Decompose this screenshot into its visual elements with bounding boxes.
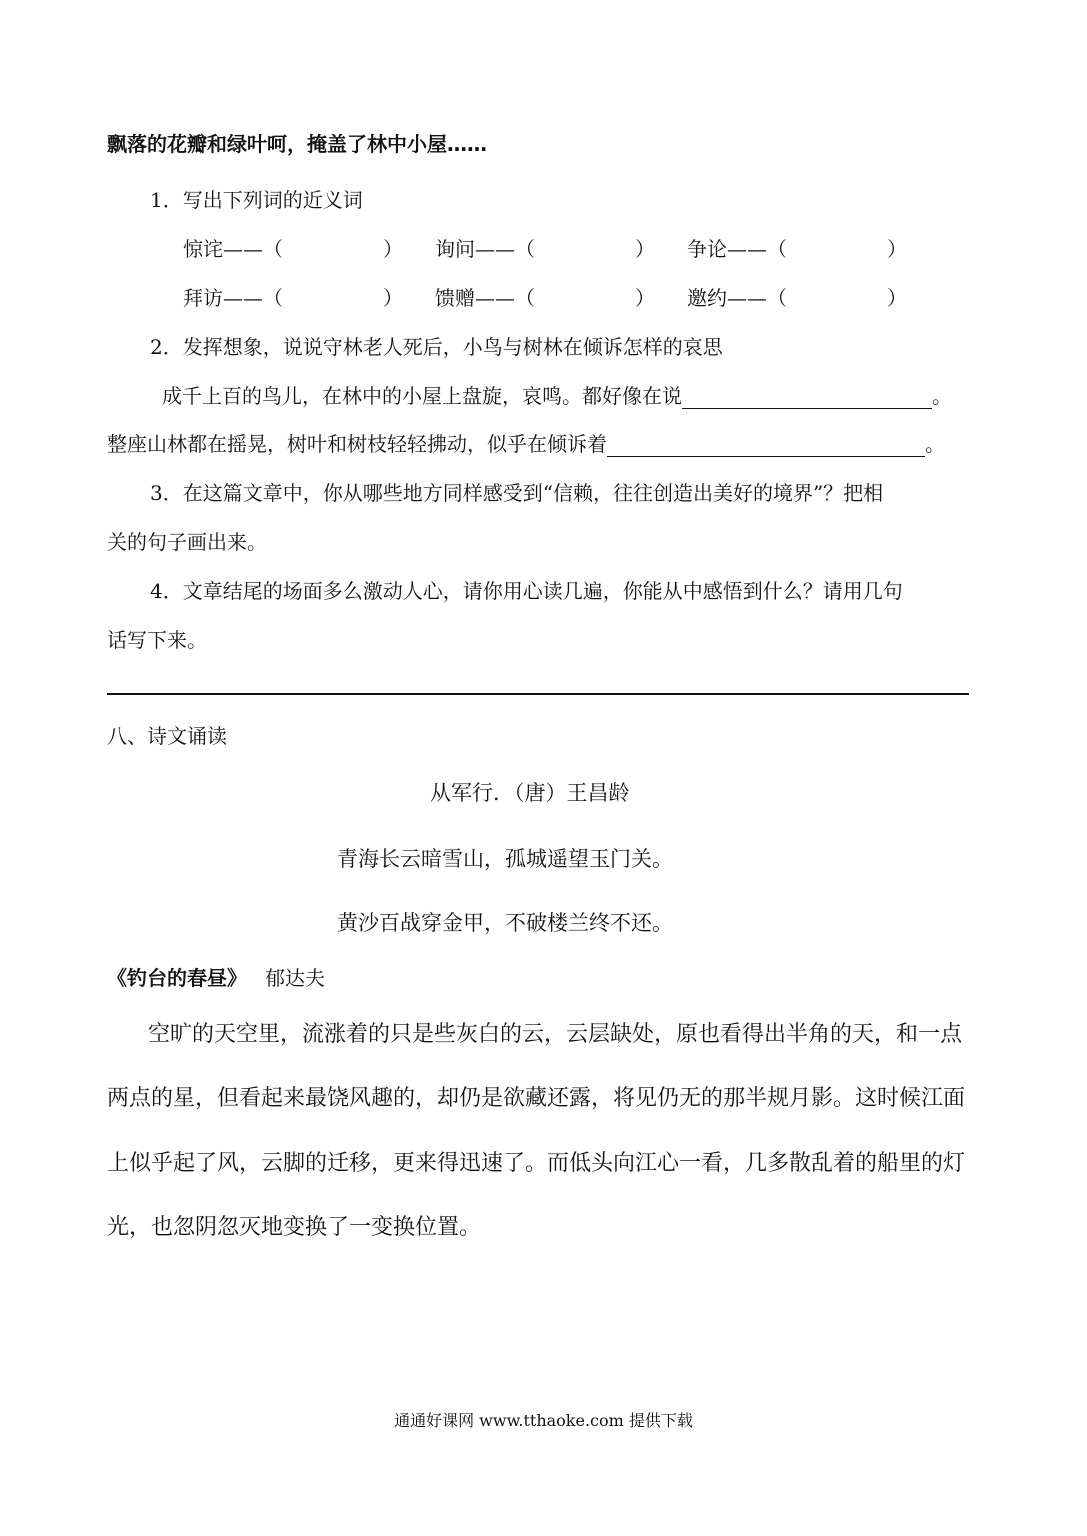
synonym-item: 馈赠——（ ） (435, 286, 655, 310)
question-2-line-2-text: 整座山林都在摇晃，树叶和树枝轻轻拂动，似乎在倾诉着 (107, 432, 607, 456)
prose-title: 《钓台的春昼》 (107, 966, 247, 990)
section-8-heading: 八、诗文诵读 (107, 724, 227, 748)
synonym-item: 惊诧——（ ） (183, 237, 403, 261)
question-2-line-2 (107, 428, 945, 457)
prose-line: 上似乎起了风，云脚的迁移，更来得迅速了。而低头向江心一看，几多散乱着的船里的灯 (107, 1151, 966, 1176)
poem-title: 从军行．（唐）王昌龄 (430, 781, 630, 805)
poem-line-1: 青海长云暗雪山，孤城遥望玉门关。 (337, 847, 673, 871)
prose-line: 两点的星，但看起来最饶风趣的，却仍是欲藏还露，将见仍无的那半规月影。这时候江面 (107, 1086, 966, 1111)
prose-heading (107, 962, 325, 991)
synonym-item: 邀约——（ ） (687, 286, 907, 310)
question-1-prompt: 1．写出下列词的近义词 (150, 188, 363, 212)
answer-blank[interactable] (682, 386, 932, 409)
question-4-line-1: 4．文章结尾的场面多么激动人心，请你用心读几遍，你能从中感悟到什么？请用几句 (150, 579, 903, 603)
synonym-item: 争论——（ ） (687, 237, 907, 261)
passage-end-line: 飘落的花瓣和绿叶呵，掩盖了林中小屋…… (107, 132, 487, 156)
question-2-prompt: 2．发挥想象，说说守林老人死后，小鸟与树林在倾诉怎样的哀思 (150, 335, 723, 359)
poem-line-2: 黄沙百战穿金甲，不破楼兰终不还。 (337, 911, 673, 935)
section-divider (107, 693, 969, 695)
period: 。 (932, 384, 952, 408)
synonym-item: 拜访——（ ） (183, 286, 403, 310)
question-4-line-2: 话写下来。 (107, 628, 207, 652)
synonym-item: 询问——（ ） (435, 237, 655, 261)
question-3-line-1: 3．在这篇文章中，你从哪些地方同样感受到“信赖，往往创造出美好的境界”？把相 (150, 481, 884, 505)
prose-line: 光，也忽阴忽灭地变换了一变换位置。 (107, 1215, 482, 1240)
question-2-line-1 (162, 380, 952, 409)
question-3-line-2: 关的句子画出来。 (107, 530, 267, 554)
answer-blank[interactable] (607, 434, 925, 457)
page-footer: 通通好课网 www.tthaoke.com 提供下载 (394, 1411, 693, 1430)
question-2-line-1-text: 成千上百的鸟儿，在林中的小屋上盘旋，哀鸣。都好像在说 (162, 384, 682, 408)
prose-line: 空旷的天空里，流涨着的只是些灰白的云，云层缺处，原也看得出半角的天，和一点 (148, 1022, 963, 1047)
prose-author: 郁达夫 (265, 966, 325, 990)
period: 。 (925, 432, 945, 456)
